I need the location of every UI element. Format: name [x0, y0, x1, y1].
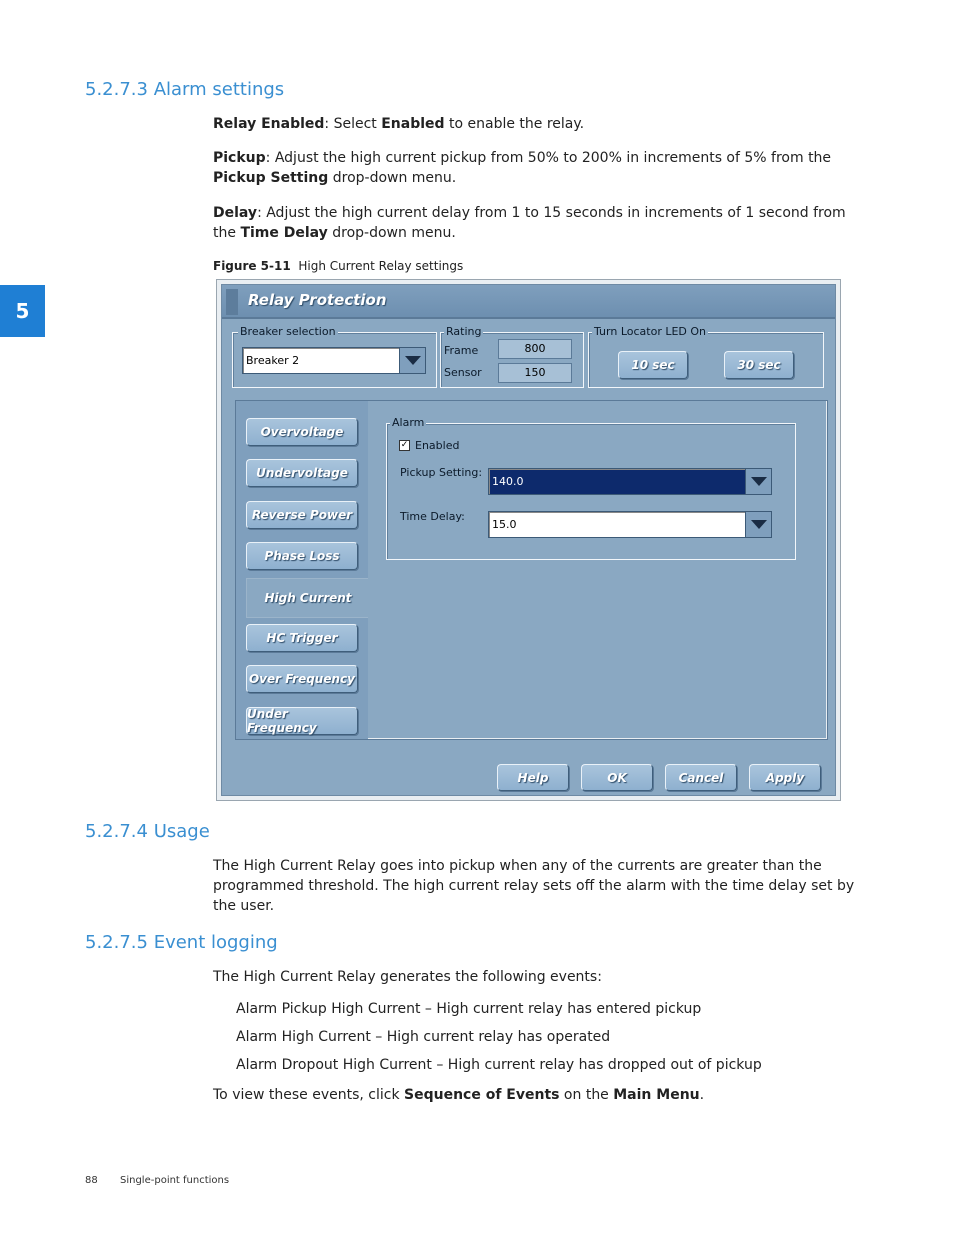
tab-hc-trigger[interactable]: HC Trigger [246, 624, 358, 652]
list-item: Alarm Pickup High Current – High current relay has entered pickup [236, 1001, 702, 1017]
section-heading-event-logging: 5.2.7.5 Event logging [85, 932, 278, 953]
chevron-down-icon[interactable] [745, 512, 771, 537]
pickup-setting-select[interactable] [488, 468, 772, 495]
locator-30-sec-button[interactable]: 30 sec [724, 351, 794, 379]
tab-phase-loss[interactable]: Phase Loss [246, 542, 358, 570]
tab-overvoltage[interactable]: Overvoltage [246, 418, 358, 446]
apply-button[interactable]: Apply [749, 764, 821, 791]
relay-protection-window [221, 284, 836, 796]
ok-button[interactable]: OK [581, 764, 653, 791]
relay-tab-list [235, 400, 369, 740]
paragraph-events-intro: The High Current Relay generates the following events: [213, 969, 602, 985]
paragraph-events-outro: To view these events, click Sequence of Events on the Main Menu. [213, 1087, 705, 1103]
tab-high-current[interactable]: High Current [246, 578, 370, 618]
enabled-label: Enabled [415, 439, 460, 452]
section-heading-usage: 5.2.7.4 Usage [85, 821, 210, 842]
figure-caption: Figure 5-11 High Current Relay settings [213, 259, 464, 273]
high-current-panel [368, 400, 828, 740]
tab-reverse-power[interactable]: Reverse Power [246, 501, 358, 529]
paragraph-relay-enabled: Relay Enabled: Select Enabled to enable the relay. [213, 116, 585, 132]
breaker-selection-legend: Breaker selection [240, 325, 336, 338]
section-heading-alarm-settings: 5.2.7.3 Alarm settings [85, 79, 285, 100]
paragraph-pickup: Pickup: Adjust the high current pickup from 50% to 200% in increments of 5% from the Pickup Setting drop-down menu. [213, 150, 832, 186]
time-delay-label: Time Delay: [400, 510, 465, 523]
paragraph-delay: Delay: Adjust the high current delay from 1 to 15 seconds in increments of 1 second from the Time Delay drop-down menu. [213, 205, 846, 241]
title-bar [222, 285, 835, 319]
list-item: Alarm Dropout High Current – High current relay has dropped out of pickup [236, 1057, 762, 1073]
page-number: 88 [85, 1175, 98, 1186]
tab-undervoltage[interactable]: Undervoltage [246, 459, 358, 487]
relay-protection-screenshot [216, 279, 841, 801]
frame-label: Frame [444, 344, 479, 357]
breaker-select[interactable] [242, 347, 426, 374]
title-bar-stripe [226, 289, 238, 315]
time-delay-select[interactable] [488, 511, 772, 538]
sensor-value: 150 [498, 363, 572, 383]
paragraph-usage: The High Current Relay goes into pickup when any of the currents are greater than the programmed threshold. The high current relay sets off the alarm with the time delay set by the user. [213, 858, 855, 914]
tab-under-frequency[interactable]: Under Frequency [246, 707, 358, 735]
list-item: Alarm High Current – High current relay has operated [236, 1029, 611, 1045]
pickup-setting-value: 140.0 [492, 475, 524, 488]
help-button[interactable]: Help [497, 764, 569, 791]
locator-led-legend: Turn Locator LED On [594, 325, 707, 338]
breaker-select-value: Breaker 2 [246, 354, 300, 367]
enabled-checkbox[interactable]: ✓ [400, 440, 409, 450]
chevron-down-icon[interactable] [399, 348, 425, 373]
chevron-down-icon[interactable] [745, 469, 771, 494]
pickup-setting-label: Pickup Setting: [400, 466, 483, 479]
frame-value: 800 [498, 339, 572, 359]
tab-over-frequency[interactable]: Over Frequency [246, 665, 358, 693]
window-title: Relay Protection [248, 291, 387, 309]
locator-10-sec-button[interactable]: 10 sec [618, 351, 688, 379]
footer-section: Single-point functions [120, 1175, 230, 1186]
time-delay-value: 15.0 [492, 518, 517, 531]
sensor-label: Sensor [444, 366, 482, 379]
alarm-legend: Alarm [392, 416, 425, 429]
cancel-button[interactable]: Cancel [665, 764, 737, 791]
rating-legend: Rating [446, 325, 482, 338]
chapter-tab: 5 [0, 285, 45, 337]
